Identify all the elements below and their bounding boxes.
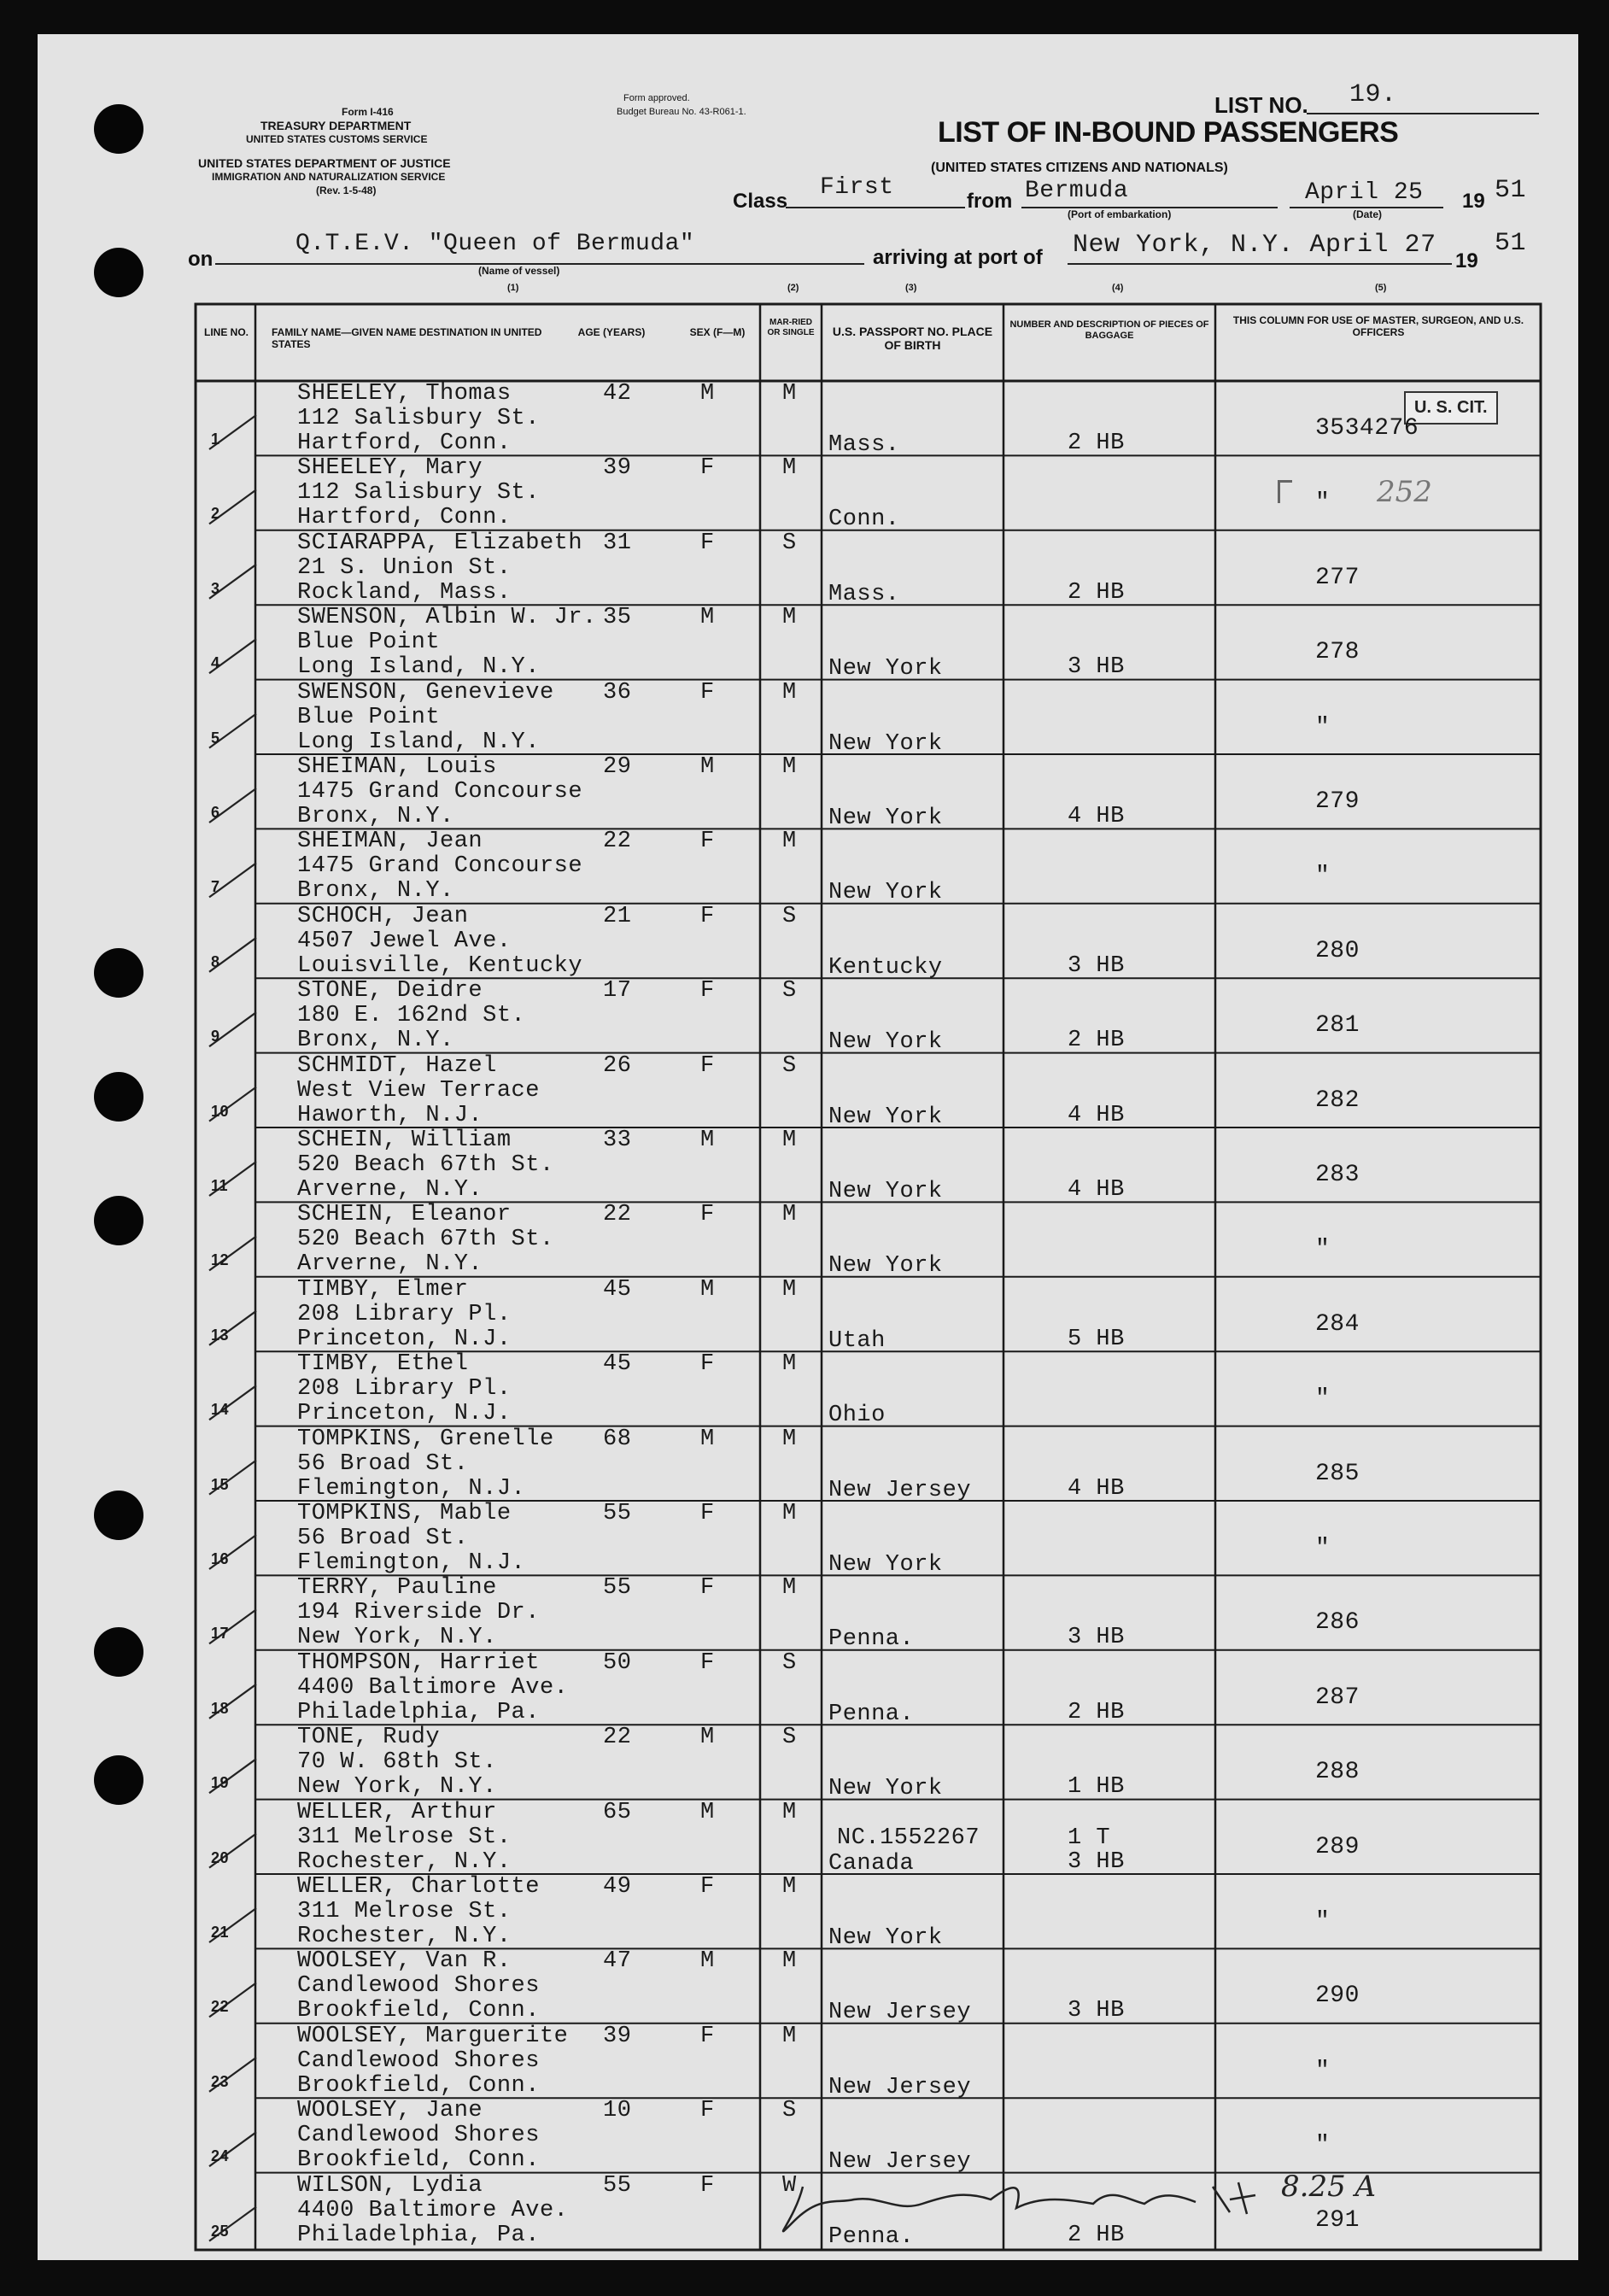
header-officers: THIS COLUMN FOR USE OF MASTER, SURGEON, AND U.S. OFFICERS [1232, 314, 1524, 338]
form-approved: Form approved. [623, 93, 690, 103]
sex: M [700, 1426, 715, 1452]
marital-status: M [782, 1501, 797, 1526]
line-number: 17 [211, 1625, 230, 1643]
passenger-name: TOMPKINS, Grenelle [297, 1426, 554, 1452]
sex: F [700, 1351, 715, 1378]
passenger-name: THOMPSON, Harriet [297, 1649, 540, 1676]
baggage: 2 HB [1068, 1699, 1125, 1725]
col-num-1: (1) [507, 283, 519, 293]
address-street: Candlewood Shores [297, 2047, 540, 2074]
vessel-caption: (Name of vessel) [478, 265, 560, 277]
header-married: MAR-RIED OR SINGLE [767, 318, 815, 337]
officer-number: " [1315, 489, 1331, 517]
address-city: Brookfield, Conn. [297, 2072, 540, 2099]
age: 22 [603, 1725, 632, 1751]
officer-number: " [1315, 2057, 1331, 2084]
passenger-name: SCHEIN, Eleanor [297, 1202, 512, 1228]
baggage: 1 HB [1068, 1774, 1125, 1801]
officer-number: " [1315, 1385, 1331, 1413]
place-of-birth: New Jersey [828, 2074, 972, 2100]
address-city: Hartford, Conn. [297, 505, 512, 531]
place-of-birth: New York [828, 1253, 943, 1280]
line-number: 10 [211, 1102, 230, 1120]
baggage: 4 HB [1068, 1177, 1125, 1203]
address-city: Bronx, N.Y. [297, 804, 454, 829]
header-passport: U.S. PASSPORT NO. PLACE OF BIRTH [832, 325, 993, 352]
arrival-time-note: 8.25 A [1281, 2170, 1377, 2204]
marital-status: S [782, 903, 797, 929]
sex: M [700, 1948, 715, 1975]
passport-number: NC.1552267 [837, 1824, 980, 1851]
age: 55 [603, 1575, 632, 1602]
age: 10 [603, 2098, 632, 2124]
place-of-birth: New Jersey [828, 2000, 972, 2026]
address-city: Brookfield, Conn. [297, 1998, 540, 2024]
line-number: 13 [211, 1326, 230, 1344]
line-number: 1 [211, 430, 220, 448]
marital-status: S [782, 1725, 797, 1751]
us-citizen-stamp: U. S. CIT. [1404, 391, 1498, 425]
passenger-name: SCHEIN, William [297, 1128, 512, 1153]
line-number: 9 [211, 1028, 220, 1046]
sex: F [700, 1874, 715, 1900]
marital-status: M [782, 754, 797, 780]
sex: F [700, 455, 715, 482]
col-num-4: (4) [1112, 283, 1124, 293]
marital-status: M [782, 1276, 797, 1303]
passenger-name: WOOLSEY, Marguerite [297, 2023, 569, 2049]
form-revision: (Rev. 1-5-48) [316, 184, 377, 196]
address-street: 520 Beach 67th St. [297, 1227, 554, 1253]
list-no-label: LIST NO. [1214, 92, 1308, 118]
place-of-birth: Mass. [828, 581, 900, 607]
officer-number: 277 [1315, 564, 1360, 591]
officer-number: 282 [1315, 1086, 1360, 1114]
address-street: 194 Riverside Dr. [297, 1600, 540, 1626]
baggage: 4 HB [1068, 804, 1125, 829]
address-street: 4400 Baltimore Ave. [297, 2197, 569, 2223]
marital-status: S [782, 1649, 797, 1676]
marital-status: M [782, 679, 797, 706]
address-city: Bronx, N.Y. [297, 1028, 454, 1054]
address-street: 4507 Jewel Ave. [297, 928, 512, 954]
address-street: 311 Melrose St. [297, 1899, 512, 1924]
marital-status: W [782, 2172, 797, 2199]
on-label: on [188, 248, 214, 271]
baggage: 3 HB [1068, 654, 1125, 681]
officer-number: 285 [1315, 1460, 1360, 1487]
year-prefix-arr: 19 [1455, 249, 1478, 272]
baggage: 4 HB [1068, 1475, 1125, 1502]
passenger-name: SCHMIDT, Hazel [297, 1052, 497, 1079]
officer-number: 290 [1315, 1983, 1360, 2010]
list-subtitle: (UNITED STATES CITIZENS AND NATIONALS) [931, 161, 1228, 175]
marital-status: M [782, 1351, 797, 1378]
marital-status: M [782, 1426, 797, 1452]
marital-status: M [782, 1128, 797, 1153]
address-city: Flemington, N.J. [297, 1550, 526, 1576]
address-street: 311 Melrose St. [297, 1824, 512, 1850]
address-street: 70 W. 68th St. [297, 1749, 497, 1776]
sex: F [700, 978, 715, 1004]
address-city: Arverne, N.Y. [297, 1251, 483, 1278]
arriving-label: arriving at port of [873, 246, 1043, 269]
embarkation-port: Bermuda [1025, 178, 1129, 204]
address-city: New York, N.Y. [297, 1774, 497, 1801]
passenger-name: SHEIMAN, Jean [297, 829, 483, 855]
arrival-year: 51 [1495, 229, 1527, 258]
address-city: Princeton, N.J. [297, 1326, 512, 1352]
address-street: 208 Library Pl. [297, 1301, 512, 1327]
address-street: Candlewood Shores [297, 1973, 540, 2000]
age: 36 [603, 679, 632, 706]
sex: F [700, 2098, 715, 2124]
header-baggage: NUMBER AND DESCRIPTION OF PIECES OF BAGGAGE [1009, 319, 1209, 341]
ins-service: IMMIGRATION AND NATURALIZATION SERVICE [212, 171, 446, 183]
line-number: 7 [211, 878, 220, 896]
age: 45 [603, 1276, 632, 1303]
from-label: from [967, 190, 1013, 213]
sex: F [700, 1575, 715, 1602]
address-city: Rockland, Mass. [297, 579, 512, 606]
baggage-top: 1 T [1068, 1824, 1111, 1851]
age: 68 [603, 1426, 632, 1452]
treasury-department: TREASURY DEPARTMENT [260, 119, 412, 132]
passenger-name: SHEELEY, Thomas [297, 381, 512, 407]
address-city: Rochester, N.Y. [297, 1848, 512, 1875]
age: 22 [603, 1202, 632, 1228]
officer-number: 280 [1315, 937, 1360, 964]
age: 55 [603, 2172, 632, 2199]
address-city: Brookfield, Conn. [297, 2147, 540, 2174]
passenger-name: TONE, Rudy [297, 1725, 441, 1751]
departure-year: 51 [1495, 176, 1527, 205]
col-num-3: (3) [905, 283, 917, 293]
passenger-name: STONE, Deidre [297, 978, 483, 1004]
age: 55 [603, 1501, 632, 1526]
place-of-birth: Penna. [828, 2223, 915, 2250]
address-street: Candlewood Shores [297, 2123, 540, 2149]
marital-status: M [782, 829, 797, 855]
marital-status: M [782, 381, 797, 407]
date-caption: (Date) [1353, 208, 1383, 220]
address-city: New York, N.Y. [297, 1625, 497, 1651]
marital-status: M [782, 605, 797, 631]
address-street: West View Terrace [297, 1077, 540, 1104]
passenger-name: WOOLSEY, Jane [297, 2098, 483, 2124]
sex: F [700, 2023, 715, 2049]
sex: F [700, 2172, 715, 2199]
address-city: Arverne, N.Y. [297, 1177, 483, 1203]
sex: F [700, 1202, 715, 1228]
place-of-birth: Penna. [828, 1626, 915, 1653]
baggage: 3 HB [1068, 1998, 1125, 2024]
line-number: 18 [211, 1699, 230, 1717]
passenger-name: TOMPKINS, Mable [297, 1501, 512, 1526]
age: 39 [603, 2023, 632, 2049]
age: 31 [603, 530, 632, 556]
marital-status: M [782, 1948, 797, 1975]
place-of-birth: New Jersey [828, 1477, 972, 1503]
sex: M [700, 1276, 715, 1303]
age: 22 [603, 829, 632, 855]
form-number: Form I-416 [342, 106, 394, 118]
officer-number: 283 [1315, 1162, 1360, 1188]
baggage: 2 HB [1068, 579, 1125, 606]
baggage: 2 HB [1068, 1028, 1125, 1054]
officer-number: 281 [1315, 1012, 1360, 1040]
departure-date: April 25 [1305, 179, 1424, 206]
address-street: 1475 Grand Concourse [297, 853, 583, 880]
place-of-birth: New York [828, 1925, 943, 1951]
officer-number: 288 [1315, 1759, 1360, 1786]
sex: M [700, 1128, 715, 1153]
baggage: 3 HB [1068, 1848, 1125, 1875]
officer-number: 284 [1315, 1310, 1360, 1338]
marital-status: M [782, 1799, 797, 1825]
place-of-birth: New York [828, 805, 943, 831]
address-city: Long Island, N.Y. [297, 654, 540, 681]
address-street: 1475 Grand Concourse [297, 779, 583, 805]
sex: M [700, 1799, 715, 1825]
passenger-name: WELLER, Charlotte [297, 1874, 540, 1900]
address-city: Bronx, N.Y. [297, 878, 454, 905]
baggage: 4 HB [1068, 1102, 1125, 1128]
officer-number: 278 [1315, 639, 1360, 666]
marital-status: M [782, 455, 797, 482]
address-street: 56 Broad St. [297, 1526, 469, 1551]
dept-justice: UNITED STATES DEPARTMENT OF JUSTICE [198, 156, 451, 170]
marital-status: M [782, 1575, 797, 1602]
line-number: 5 [211, 729, 220, 747]
address-street: 112 Salisbury St. [297, 480, 540, 507]
age: 21 [603, 903, 632, 929]
place-of-birth: Penna. [828, 1701, 915, 1727]
age: 45 [603, 1351, 632, 1378]
header-sex: SEX (F—M) [689, 326, 746, 338]
line-number: 15 [211, 1475, 230, 1493]
place-of-birth: New York [828, 880, 943, 906]
line-number: 12 [211, 1251, 230, 1269]
col-num-2: (2) [787, 283, 799, 293]
sex: M [700, 754, 715, 780]
passenger-name: WOOLSEY, Van R. [297, 1948, 512, 1975]
sex: M [700, 605, 715, 631]
sex: F [700, 829, 715, 855]
sex: F [700, 903, 715, 929]
marital-status: M [782, 1874, 797, 1900]
address-city: Haworth, N.J. [297, 1102, 483, 1128]
line-number: 25 [211, 2222, 230, 2240]
officer-number: 287 [1315, 1684, 1360, 1711]
marital-status: S [782, 2098, 797, 2124]
line-number: 8 [211, 952, 220, 970]
age: 33 [603, 1128, 632, 1153]
vessel-name: Q.T.E.V. "Queen of Bermuda" [295, 231, 695, 257]
address-street: 520 Beach 67th St. [297, 1152, 554, 1178]
col-num-5: (5) [1375, 283, 1387, 293]
sex: F [700, 679, 715, 706]
address-street: 208 Library Pl. [297, 1376, 512, 1403]
age: 49 [603, 1874, 632, 1900]
marital-status: S [782, 978, 797, 1004]
line-number: 23 [211, 2072, 230, 2090]
address-city: Long Island, N.Y. [297, 729, 540, 755]
address-street: Blue Point [297, 704, 441, 730]
line-number: 16 [211, 1550, 230, 1567]
bracket-mark [1278, 480, 1292, 503]
address-city: Princeton, N.J. [297, 1401, 512, 1427]
place-of-birth: New York [828, 1552, 943, 1578]
customs-service: UNITED STATES CUSTOMS SERVICE [246, 133, 428, 145]
address-street: 21 S. Union St. [297, 554, 512, 581]
address-street: Blue Point [297, 630, 441, 656]
passenger-name: SWENSON, Albin W. Jr. [297, 605, 597, 631]
age: 47 [603, 1948, 632, 1975]
passenger-name: SWENSON, Genevieve [297, 679, 554, 706]
passenger-name: WELLER, Arthur [297, 1799, 497, 1825]
marital-status: M [782, 2023, 797, 2049]
arrival-port-date: New York, N.Y. April 27 [1073, 231, 1436, 260]
officer-number: 3534276 [1315, 415, 1419, 442]
place-of-birth: New York [828, 1029, 943, 1056]
list-number: 19. [1349, 80, 1397, 109]
address-city: Louisville, Kentucky [297, 952, 583, 979]
line-number: 14 [211, 1401, 230, 1419]
list-title: LIST OF IN-BOUND PASSENGERS [938, 116, 1399, 149]
sex: F [700, 1501, 715, 1526]
line-number: 6 [211, 804, 220, 821]
passenger-name: SHEELEY, Mary [297, 455, 483, 482]
sex: F [700, 1649, 715, 1676]
marital-status: S [782, 1052, 797, 1079]
header-line-no: LINE NO. [203, 326, 249, 338]
passenger-name: TIMBY, Elmer [297, 1276, 469, 1303]
address-street: 4400 Baltimore Ave. [297, 1674, 569, 1701]
age: 17 [603, 978, 632, 1004]
line-number: 21 [211, 1924, 230, 1941]
header-age: AGE (YEARS) [577, 326, 646, 338]
place-of-birth: New York [828, 1104, 943, 1130]
sex: F [700, 530, 715, 556]
baggage: 3 HB [1068, 1625, 1125, 1651]
place-of-birth: Canada [828, 1850, 915, 1877]
address-city: Philadelphia, Pa. [297, 1699, 540, 1725]
officer-number: " [1315, 713, 1331, 741]
officer-number: " [1315, 1535, 1331, 1561]
officer-number: 289 [1315, 1833, 1360, 1860]
line-number: 3 [211, 579, 220, 597]
marital-status: M [782, 1202, 797, 1228]
place-of-birth: Mass. [828, 432, 900, 458]
address-street: 112 Salisbury St. [297, 406, 540, 431]
line-number: 24 [211, 2147, 230, 2165]
officer-number: " [1315, 1236, 1331, 1263]
passenger-name: WILSON, Lydia [297, 2172, 483, 2199]
address-city: Philadelphia, Pa. [297, 2222, 540, 2248]
sex: F [700, 1052, 715, 1079]
passenger-name: SCIARAPPA, Elizabeth [297, 530, 583, 556]
sex: M [700, 381, 715, 407]
officer-number: " [1315, 1908, 1331, 1935]
age: 29 [603, 754, 632, 780]
budget-bureau: Budget Bureau No. 43-R061-1. [617, 107, 746, 117]
baggage: 3 HB [1068, 952, 1125, 979]
line-number: 11 [211, 1177, 229, 1194]
baggage: 2 HB [1068, 2222, 1125, 2248]
handwritten-252: 252 [1377, 475, 1432, 509]
passenger-name: TERRY, Pauline [297, 1575, 497, 1602]
line-number: 22 [211, 1998, 230, 2016]
year-prefix-dep: 19 [1462, 190, 1485, 213]
age: 26 [603, 1052, 632, 1079]
age: 50 [603, 1649, 632, 1676]
class-value: First [820, 174, 894, 201]
address-street: 180 E. 162nd St. [297, 1003, 526, 1029]
officer-number: 291 [1315, 2206, 1360, 2234]
address-street: 56 Broad St. [297, 1450, 469, 1477]
line-number: 20 [211, 1848, 230, 1866]
header-name: FAMILY NAME—GIVEN NAME DESTINATION IN UNITED STATES [272, 326, 542, 350]
officer-number: 279 [1315, 788, 1360, 815]
line-number: 19 [211, 1774, 230, 1792]
sex: M [700, 1725, 715, 1751]
place-of-birth: Kentucky [828, 954, 943, 981]
marital-status: S [782, 530, 797, 556]
address-city: Hartford, Conn. [297, 430, 512, 456]
age: 35 [603, 605, 632, 631]
place-of-birth: Utah [828, 1327, 886, 1354]
port-caption: (Port of embarkation) [1068, 208, 1172, 220]
class-label: Class [733, 190, 788, 213]
place-of-birth: New York [828, 1776, 943, 1802]
place-of-birth: Ohio [828, 1403, 886, 1429]
officer-number: " [1315, 2132, 1331, 2159]
line-number: 4 [211, 654, 220, 672]
line-number: 2 [211, 505, 220, 523]
passenger-name: SCHOCH, Jean [297, 903, 469, 929]
officer-number: " [1315, 863, 1331, 890]
place-of-birth: New York [828, 1179, 943, 1204]
age: 65 [603, 1799, 632, 1825]
passenger-name: SHEIMAN, Louis [297, 754, 497, 780]
baggage: 5 HB [1068, 1326, 1125, 1352]
place-of-birth: New York [828, 730, 943, 757]
place-of-birth: Conn. [828, 507, 900, 533]
baggage: 2 HB [1068, 430, 1125, 456]
address-city: Rochester, N.Y. [297, 1924, 512, 1949]
officer-number: 286 [1315, 1609, 1360, 1637]
place-of-birth: New Jersey [828, 2149, 972, 2176]
age: 42 [603, 381, 632, 407]
place-of-birth: New York [828, 656, 943, 682]
address-city: Flemington, N.J. [297, 1475, 526, 1502]
passenger-name: TIMBY, Ethel [297, 1351, 469, 1378]
age: 39 [603, 455, 632, 482]
